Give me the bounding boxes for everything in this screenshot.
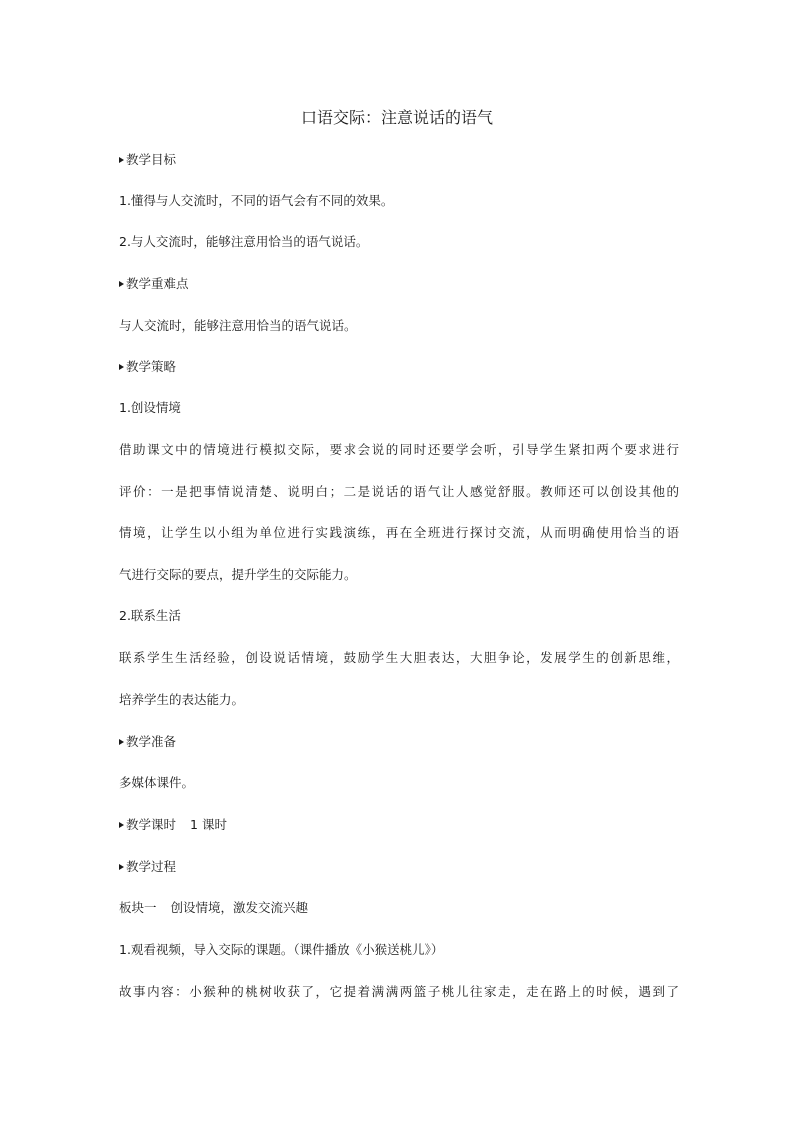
strategy-paragraph-line: 联系学生生活经验，创设说话情境，鼓励学生大胆表达，大胆争论，发展学生的创新思维， (119, 650, 679, 665)
strategy-paragraph-line: 情境，让学生以小组为单位进行实践演练，再在全班进行探讨交流，从而明确使用恰当的语 (119, 525, 679, 540)
process-block-title: 板块一 创设情境，激发交流兴趣 (119, 900, 309, 915)
section-heading-goals: 教学目标 (119, 150, 679, 170)
strategy-paragraph-line: 培养学生的表达能力。 (119, 692, 245, 707)
section-heading-process: 教学过程 (119, 857, 679, 877)
strategy-paragraph-line: 气进行交际的要点，提升学生的交际能力。 (119, 567, 357, 582)
bullet-arrow-icon (119, 364, 124, 370)
story-text-line: 故事内容：小猴种的桃树收获了，它提着满满两篮子桃儿往家走，走在路上的时候，遇到了 (119, 984, 679, 999)
strategy-paragraph-line: 借助课文中的情境进行模拟交际，要求会说的同时还要学会听，引导学生紧扣两个要求进行 (119, 442, 679, 457)
bullet-arrow-icon (119, 864, 124, 870)
page-title: 口语交际：注意说话的语气 (300, 108, 493, 127)
section-heading-strategy: 教学策略 (119, 357, 679, 377)
strategy-subtitle: 2.联系生活 (119, 608, 181, 623)
section-heading-periods: 教学课时 1 课时 (119, 815, 679, 835)
goal-item: 2.与人交流时，能够注意用恰当的语气说话。 (119, 234, 369, 249)
periods-value: 1 课时 (190, 817, 227, 832)
preparation-text: 多媒体课件。 (119, 775, 195, 790)
process-step: 1.观看视频，导入交际的课题。（课件播放《小猴送桃儿》） (119, 942, 444, 957)
bullet-arrow-icon (119, 739, 124, 745)
strategy-subtitle: 1.创设情境 (119, 400, 181, 415)
strategy-paragraph-line: 评价：一是把事情说清楚、说明白；二是说话的语气让人感觉舒服。教师还可以创设其他的 (119, 484, 679, 499)
goal-item: 1.懂得与人交流时，不同的语气会有不同的效果。 (119, 193, 394, 208)
key-points-text: 与人交流时，能够注意用恰当的语气说话。 (119, 318, 357, 333)
bullet-arrow-icon (119, 822, 124, 828)
section-heading-preparation: 教学准备 (119, 732, 679, 752)
section-heading-key-points: 教学重难点 (119, 274, 679, 294)
bullet-arrow-icon (119, 157, 124, 163)
bullet-arrow-icon (119, 281, 124, 287)
